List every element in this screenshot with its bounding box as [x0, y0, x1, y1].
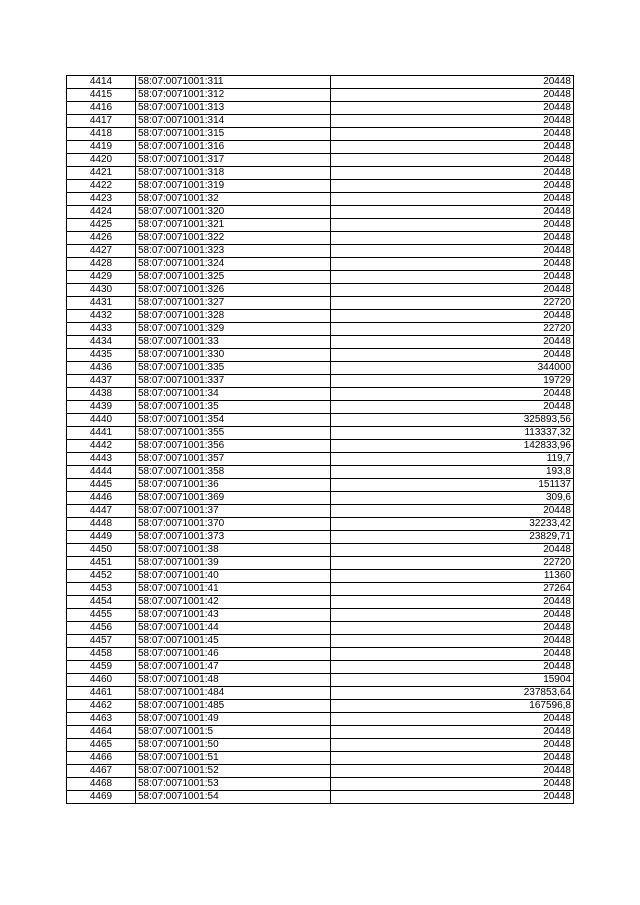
table-row [67, 739, 574, 752]
value-cell: 20448 [331, 713, 574, 726]
cadastral-number-cell: 58:07:0071001:324 [136, 258, 331, 271]
table-row [67, 388, 574, 401]
table-row [67, 557, 574, 570]
row-number-cell: 4469 [67, 791, 136, 804]
value-cell: 20448 [331, 596, 574, 609]
value-cell: 23829,71 [331, 531, 574, 544]
row-number-cell: 4457 [67, 635, 136, 648]
cadastral-number-cell: 58:07:0071001:369 [136, 492, 331, 505]
value-cell: 325893,56 [331, 414, 574, 427]
row-number-cell: 4426 [67, 232, 136, 245]
row-number-cell: 4416 [67, 102, 136, 115]
table-row [67, 440, 574, 453]
value-cell: 20448 [331, 336, 574, 349]
cadastral-number-cell: 58:07:0071001:49 [136, 713, 331, 726]
row-number-cell: 4459 [67, 661, 136, 674]
row-number-cell: 4448 [67, 518, 136, 531]
row-number-cell: 4466 [67, 752, 136, 765]
table-row [67, 362, 574, 375]
value-cell: 20448 [331, 219, 574, 232]
cadastral-number-cell: 58:07:0071001:330 [136, 349, 331, 362]
row-number-cell: 4434 [67, 336, 136, 349]
cadastral-number-cell: 58:07:0071001:318 [136, 167, 331, 180]
value-cell: 22720 [331, 557, 574, 570]
value-cell: 237853,64 [331, 687, 574, 700]
table-row [67, 752, 574, 765]
value-cell: 20448 [331, 648, 574, 661]
cadastral-number-cell: 58:07:0071001:312 [136, 89, 331, 102]
value-cell: 20448 [331, 349, 574, 362]
cadastral-number-cell: 58:07:0071001:328 [136, 310, 331, 323]
cadastral-number-cell: 58:07:0071001:326 [136, 284, 331, 297]
value-cell: 27264 [331, 583, 574, 596]
cadastral-number-cell: 58:07:0071001:319 [136, 180, 331, 193]
row-number-cell: 4462 [67, 700, 136, 713]
cadastral-number-cell: 58:07:0071001:39 [136, 557, 331, 570]
table-row [67, 193, 574, 206]
cadastral-number-cell: 58:07:0071001:52 [136, 765, 331, 778]
value-cell: 20448 [331, 206, 574, 219]
value-cell: 20448 [331, 76, 574, 89]
table-row [67, 791, 574, 804]
row-number-cell: 4433 [67, 323, 136, 336]
table-row [67, 609, 574, 622]
value-cell: 20448 [331, 310, 574, 323]
table-row [67, 414, 574, 427]
cadastral-number-cell: 58:07:0071001:335 [136, 362, 331, 375]
row-number-cell: 4439 [67, 401, 136, 414]
row-number-cell: 4464 [67, 726, 136, 739]
value-cell: 20448 [331, 115, 574, 128]
table-row [67, 284, 574, 297]
cadastral-number-cell: 58:07:0071001:40 [136, 570, 331, 583]
row-number-cell: 4424 [67, 206, 136, 219]
value-cell: 20448 [331, 89, 574, 102]
cadastral-number-cell: 58:07:0071001:337 [136, 375, 331, 388]
cadastral-number-cell: 58:07:0071001:311 [136, 76, 331, 89]
table-row [67, 141, 574, 154]
value-cell: 20448 [331, 778, 574, 791]
table-body [67, 76, 574, 804]
row-number-cell: 4450 [67, 544, 136, 557]
table-row [67, 505, 574, 518]
cadastral-number-cell: 58:07:0071001:314 [136, 115, 331, 128]
row-number-cell: 4422 [67, 180, 136, 193]
value-cell: 309,6 [331, 492, 574, 505]
value-cell: 32233,42 [331, 518, 574, 531]
table-row [67, 271, 574, 284]
value-cell: 20448 [331, 544, 574, 557]
cadastral-number-cell: 58:07:0071001:46 [136, 648, 331, 661]
table-row [67, 544, 574, 557]
row-number-cell: 4468 [67, 778, 136, 791]
value-cell: 20448 [331, 791, 574, 804]
table-row [67, 297, 574, 310]
value-cell: 20448 [331, 232, 574, 245]
cadastral-number-cell: 58:07:0071001:373 [136, 531, 331, 544]
table-row [67, 765, 574, 778]
row-number-cell: 4455 [67, 609, 136, 622]
table-row [67, 622, 574, 635]
row-number-cell: 4425 [67, 219, 136, 232]
value-cell: 20448 [331, 609, 574, 622]
row-number-cell: 4428 [67, 258, 136, 271]
value-cell: 344000 [331, 362, 574, 375]
value-cell: 20448 [331, 401, 574, 414]
cadastral-number-cell: 58:07:0071001:357 [136, 453, 331, 466]
table-row [67, 167, 574, 180]
row-number-cell: 4418 [67, 128, 136, 141]
value-cell: 15904 [331, 674, 574, 687]
row-number-cell: 4423 [67, 193, 136, 206]
table-row [67, 427, 574, 440]
table-row [67, 492, 574, 505]
cadastral-number-cell: 58:07:0071001:45 [136, 635, 331, 648]
cadastral-number-cell: 58:07:0071001:321 [136, 219, 331, 232]
cadastral-number-cell: 58:07:0071001:43 [136, 609, 331, 622]
row-number-cell: 4436 [67, 362, 136, 375]
table-row [67, 687, 574, 700]
value-cell: 20448 [331, 388, 574, 401]
table-row [67, 596, 574, 609]
row-number-cell: 4451 [67, 557, 136, 570]
table-row [67, 700, 574, 713]
value-cell: 151137 [331, 479, 574, 492]
table-row [67, 583, 574, 596]
table-row [67, 570, 574, 583]
table-row [67, 336, 574, 349]
row-number-cell: 4435 [67, 349, 136, 362]
table-row [67, 674, 574, 687]
cadastral-number-cell: 58:07:0071001:315 [136, 128, 331, 141]
value-cell: 20448 [331, 765, 574, 778]
table-row [67, 531, 574, 544]
row-number-cell: 4440 [67, 414, 136, 427]
table-row [67, 713, 574, 726]
value-cell: 20448 [331, 102, 574, 115]
table-row [67, 778, 574, 791]
row-number-cell: 4460 [67, 674, 136, 687]
row-number-cell: 4429 [67, 271, 136, 284]
cadastral-number-cell: 58:07:0071001:50 [136, 739, 331, 752]
cadastral-number-cell: 58:07:0071001:320 [136, 206, 331, 219]
cadastral-number-cell: 58:07:0071001:34 [136, 388, 331, 401]
table-row [67, 232, 574, 245]
value-cell: 20448 [331, 193, 574, 206]
cadastral-number-cell: 58:07:0071001:317 [136, 154, 331, 167]
cadastral-number-cell: 58:07:0071001:53 [136, 778, 331, 791]
row-number-cell: 4444 [67, 466, 136, 479]
row-number-cell: 4415 [67, 89, 136, 102]
cadastral-number-cell: 58:07:0071001:484 [136, 687, 331, 700]
cadastral-number-cell: 58:07:0071001:42 [136, 596, 331, 609]
cadastral-number-cell: 58:07:0071001:325 [136, 271, 331, 284]
table-row [67, 258, 574, 271]
cadastral-number-cell: 58:07:0071001:54 [136, 791, 331, 804]
row-number-cell: 4445 [67, 479, 136, 492]
value-cell: 142833,96 [331, 440, 574, 453]
table-row [67, 349, 574, 362]
row-number-cell: 4421 [67, 167, 136, 180]
data-table [66, 75, 574, 804]
row-number-cell: 4414 [67, 76, 136, 89]
value-cell: 11360 [331, 570, 574, 583]
row-number-cell: 4461 [67, 687, 136, 700]
cadastral-number-cell: 58:07:0071001:51 [136, 752, 331, 765]
row-number-cell: 4430 [67, 284, 136, 297]
value-cell: 20448 [331, 271, 574, 284]
row-number-cell: 4456 [67, 622, 136, 635]
cadastral-number-cell: 58:07:0071001:41 [136, 583, 331, 596]
value-cell: 119,7 [331, 453, 574, 466]
table-row [67, 245, 574, 258]
value-cell: 20448 [331, 258, 574, 271]
table-row [67, 76, 574, 89]
value-cell: 20448 [331, 245, 574, 258]
row-number-cell: 4452 [67, 570, 136, 583]
cadastral-number-cell: 58:07:0071001:313 [136, 102, 331, 115]
table-row [67, 726, 574, 739]
value-cell: 20448 [331, 661, 574, 674]
cadastral-number-cell: 58:07:0071001:329 [136, 323, 331, 336]
value-cell: 193,8 [331, 466, 574, 479]
cadastral-number-cell: 58:07:0071001:37 [136, 505, 331, 518]
row-number-cell: 4465 [67, 739, 136, 752]
table-row [67, 518, 574, 531]
cadastral-number-cell: 58:07:0071001:33 [136, 336, 331, 349]
row-number-cell: 4419 [67, 141, 136, 154]
value-cell: 20448 [331, 726, 574, 739]
row-number-cell: 4427 [67, 245, 136, 258]
value-cell: 20448 [331, 635, 574, 648]
cadastral-number-cell: 58:07:0071001:5 [136, 726, 331, 739]
row-number-cell: 4454 [67, 596, 136, 609]
table-row [67, 219, 574, 232]
table-row [67, 375, 574, 388]
row-number-cell: 4446 [67, 492, 136, 505]
row-number-cell: 4438 [67, 388, 136, 401]
value-cell: 22720 [331, 297, 574, 310]
row-number-cell: 4443 [67, 453, 136, 466]
row-number-cell: 4453 [67, 583, 136, 596]
cadastral-number-cell: 58:07:0071001:370 [136, 518, 331, 531]
cadastral-number-cell: 58:07:0071001:36 [136, 479, 331, 492]
row-number-cell: 4463 [67, 713, 136, 726]
cadastral-number-cell: 58:07:0071001:485 [136, 700, 331, 713]
value-cell: 20448 [331, 622, 574, 635]
cadastral-number-cell: 58:07:0071001:48 [136, 674, 331, 687]
table-row [67, 323, 574, 336]
cadastral-number-cell: 58:07:0071001:354 [136, 414, 331, 427]
row-number-cell: 4432 [67, 310, 136, 323]
table-row [67, 89, 574, 102]
value-cell: 20448 [331, 154, 574, 167]
table-row [67, 310, 574, 323]
row-number-cell: 4431 [67, 297, 136, 310]
table-row [67, 206, 574, 219]
cadastral-number-cell: 58:07:0071001:355 [136, 427, 331, 440]
cadastral-number-cell: 58:07:0071001:316 [136, 141, 331, 154]
cadastral-number-cell: 58:07:0071001:47 [136, 661, 331, 674]
table-row [67, 180, 574, 193]
value-cell: 19729 [331, 375, 574, 388]
cadastral-number-cell: 58:07:0071001:35 [136, 401, 331, 414]
row-number-cell: 4417 [67, 115, 136, 128]
value-cell: 20448 [331, 167, 574, 180]
row-number-cell: 4441 [67, 427, 136, 440]
value-cell: 22720 [331, 323, 574, 336]
value-cell: 20448 [331, 180, 574, 193]
table-row [67, 479, 574, 492]
cadastral-number-cell: 58:07:0071001:44 [136, 622, 331, 635]
cadastral-number-cell: 58:07:0071001:32 [136, 193, 331, 206]
table-row [67, 466, 574, 479]
row-number-cell: 4420 [67, 154, 136, 167]
cadastral-number-cell: 58:07:0071001:358 [136, 466, 331, 479]
cadastral-number-cell: 58:07:0071001:323 [136, 245, 331, 258]
row-number-cell: 4449 [67, 531, 136, 544]
value-cell: 20448 [331, 141, 574, 154]
row-number-cell: 4447 [67, 505, 136, 518]
cadastral-number-cell: 58:07:0071001:327 [136, 297, 331, 310]
value-cell: 20448 [331, 128, 574, 141]
table-row [67, 401, 574, 414]
value-cell: 20448 [331, 284, 574, 297]
value-cell: 20448 [331, 752, 574, 765]
cadastral-number-cell: 58:07:0071001:322 [136, 232, 331, 245]
value-cell: 113337,32 [331, 427, 574, 440]
value-cell: 167596,8 [331, 700, 574, 713]
table-row [67, 661, 574, 674]
value-cell: 20448 [331, 739, 574, 752]
row-number-cell: 4437 [67, 375, 136, 388]
table-row [67, 102, 574, 115]
table-row [67, 154, 574, 167]
row-number-cell: 4442 [67, 440, 136, 453]
row-number-cell: 4458 [67, 648, 136, 661]
table-row [67, 635, 574, 648]
row-number-cell: 4467 [67, 765, 136, 778]
cadastral-number-cell: 58:07:0071001:356 [136, 440, 331, 453]
cadastral-number-cell: 58:07:0071001:38 [136, 544, 331, 557]
table-row [67, 648, 574, 661]
table-row [67, 115, 574, 128]
table-row [67, 453, 574, 466]
value-cell: 20448 [331, 505, 574, 518]
table-row [67, 128, 574, 141]
